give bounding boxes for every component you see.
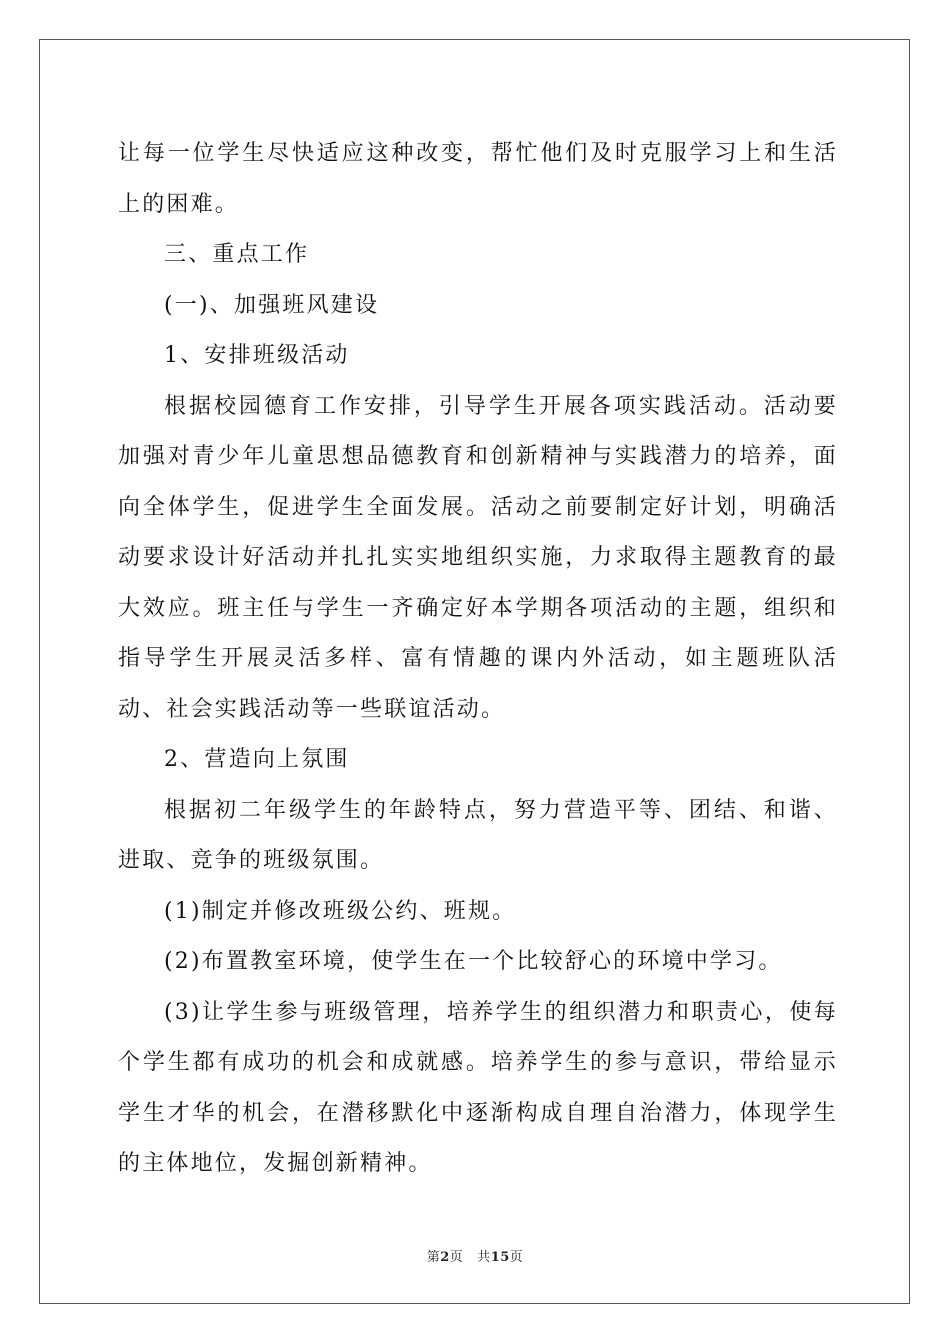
page-footer [0,1246,950,1265]
total-pages: 15 [490,1250,510,1265]
paragraph: 根据校园德育工作安排，引导学生开展各项实践活动。活动要加强对青少年儿童思想品德教育和创新精神与实践潜力的培养，面向全体学生，促进学生全面发展。活动之前要制定好计划，明确活动要求设计好活动并扎扎实实地组织实施，力求取得主题教育的最大效应。班主任与学生一齐确定好本学期各项活动的主题，组织和指导学生开展灵活多样、富有情趣的课内外活动，如主题班队活动、社会实践活动等一些联谊活动。 [118,393,838,722]
document-body [118,129,838,1190]
list-item: (2)布置教室环境，使学生在一个比较舒心的环境中学习。 [164,949,783,974]
subsection-heading: (一)、加强班风建设 [164,292,380,318]
total-prefix: 共 [477,1250,491,1265]
paragraph: 根据初二年级学生的年龄特点，努力营造平等、团结、和谐、进取、竞争的班级氛围。 [118,797,838,873]
page-prefix: 第 [426,1250,441,1265]
total-suffix: 页 [509,1250,524,1265]
page-number: 2 [440,1250,450,1265]
list-item: (1)制定并修改班级公约、班规。 [164,898,517,924]
paragraph-continuation: 让每一位学生尽快适应这种改变，帮忙他们及时克服学习上和生活上的困难。 [118,141,838,217]
section-heading: 三、重点工作 [164,242,310,267]
item-heading: 1、安排班级活动 [164,343,350,368]
list-item: (3)让学生参与班级管理，培养学生的组织潜力和职责心，使每个学生都有成功的机会和成就感。培养学生的参与意识，带给显示学生才华的机会，在潜移默化中逐渐构成自理自治潜力，体现学生的主体地位，发掘创新精神。 [118,999,838,1176]
page-suffix: 页 [449,1250,464,1265]
item-heading: 2、营造向上氛围 [164,747,350,772]
